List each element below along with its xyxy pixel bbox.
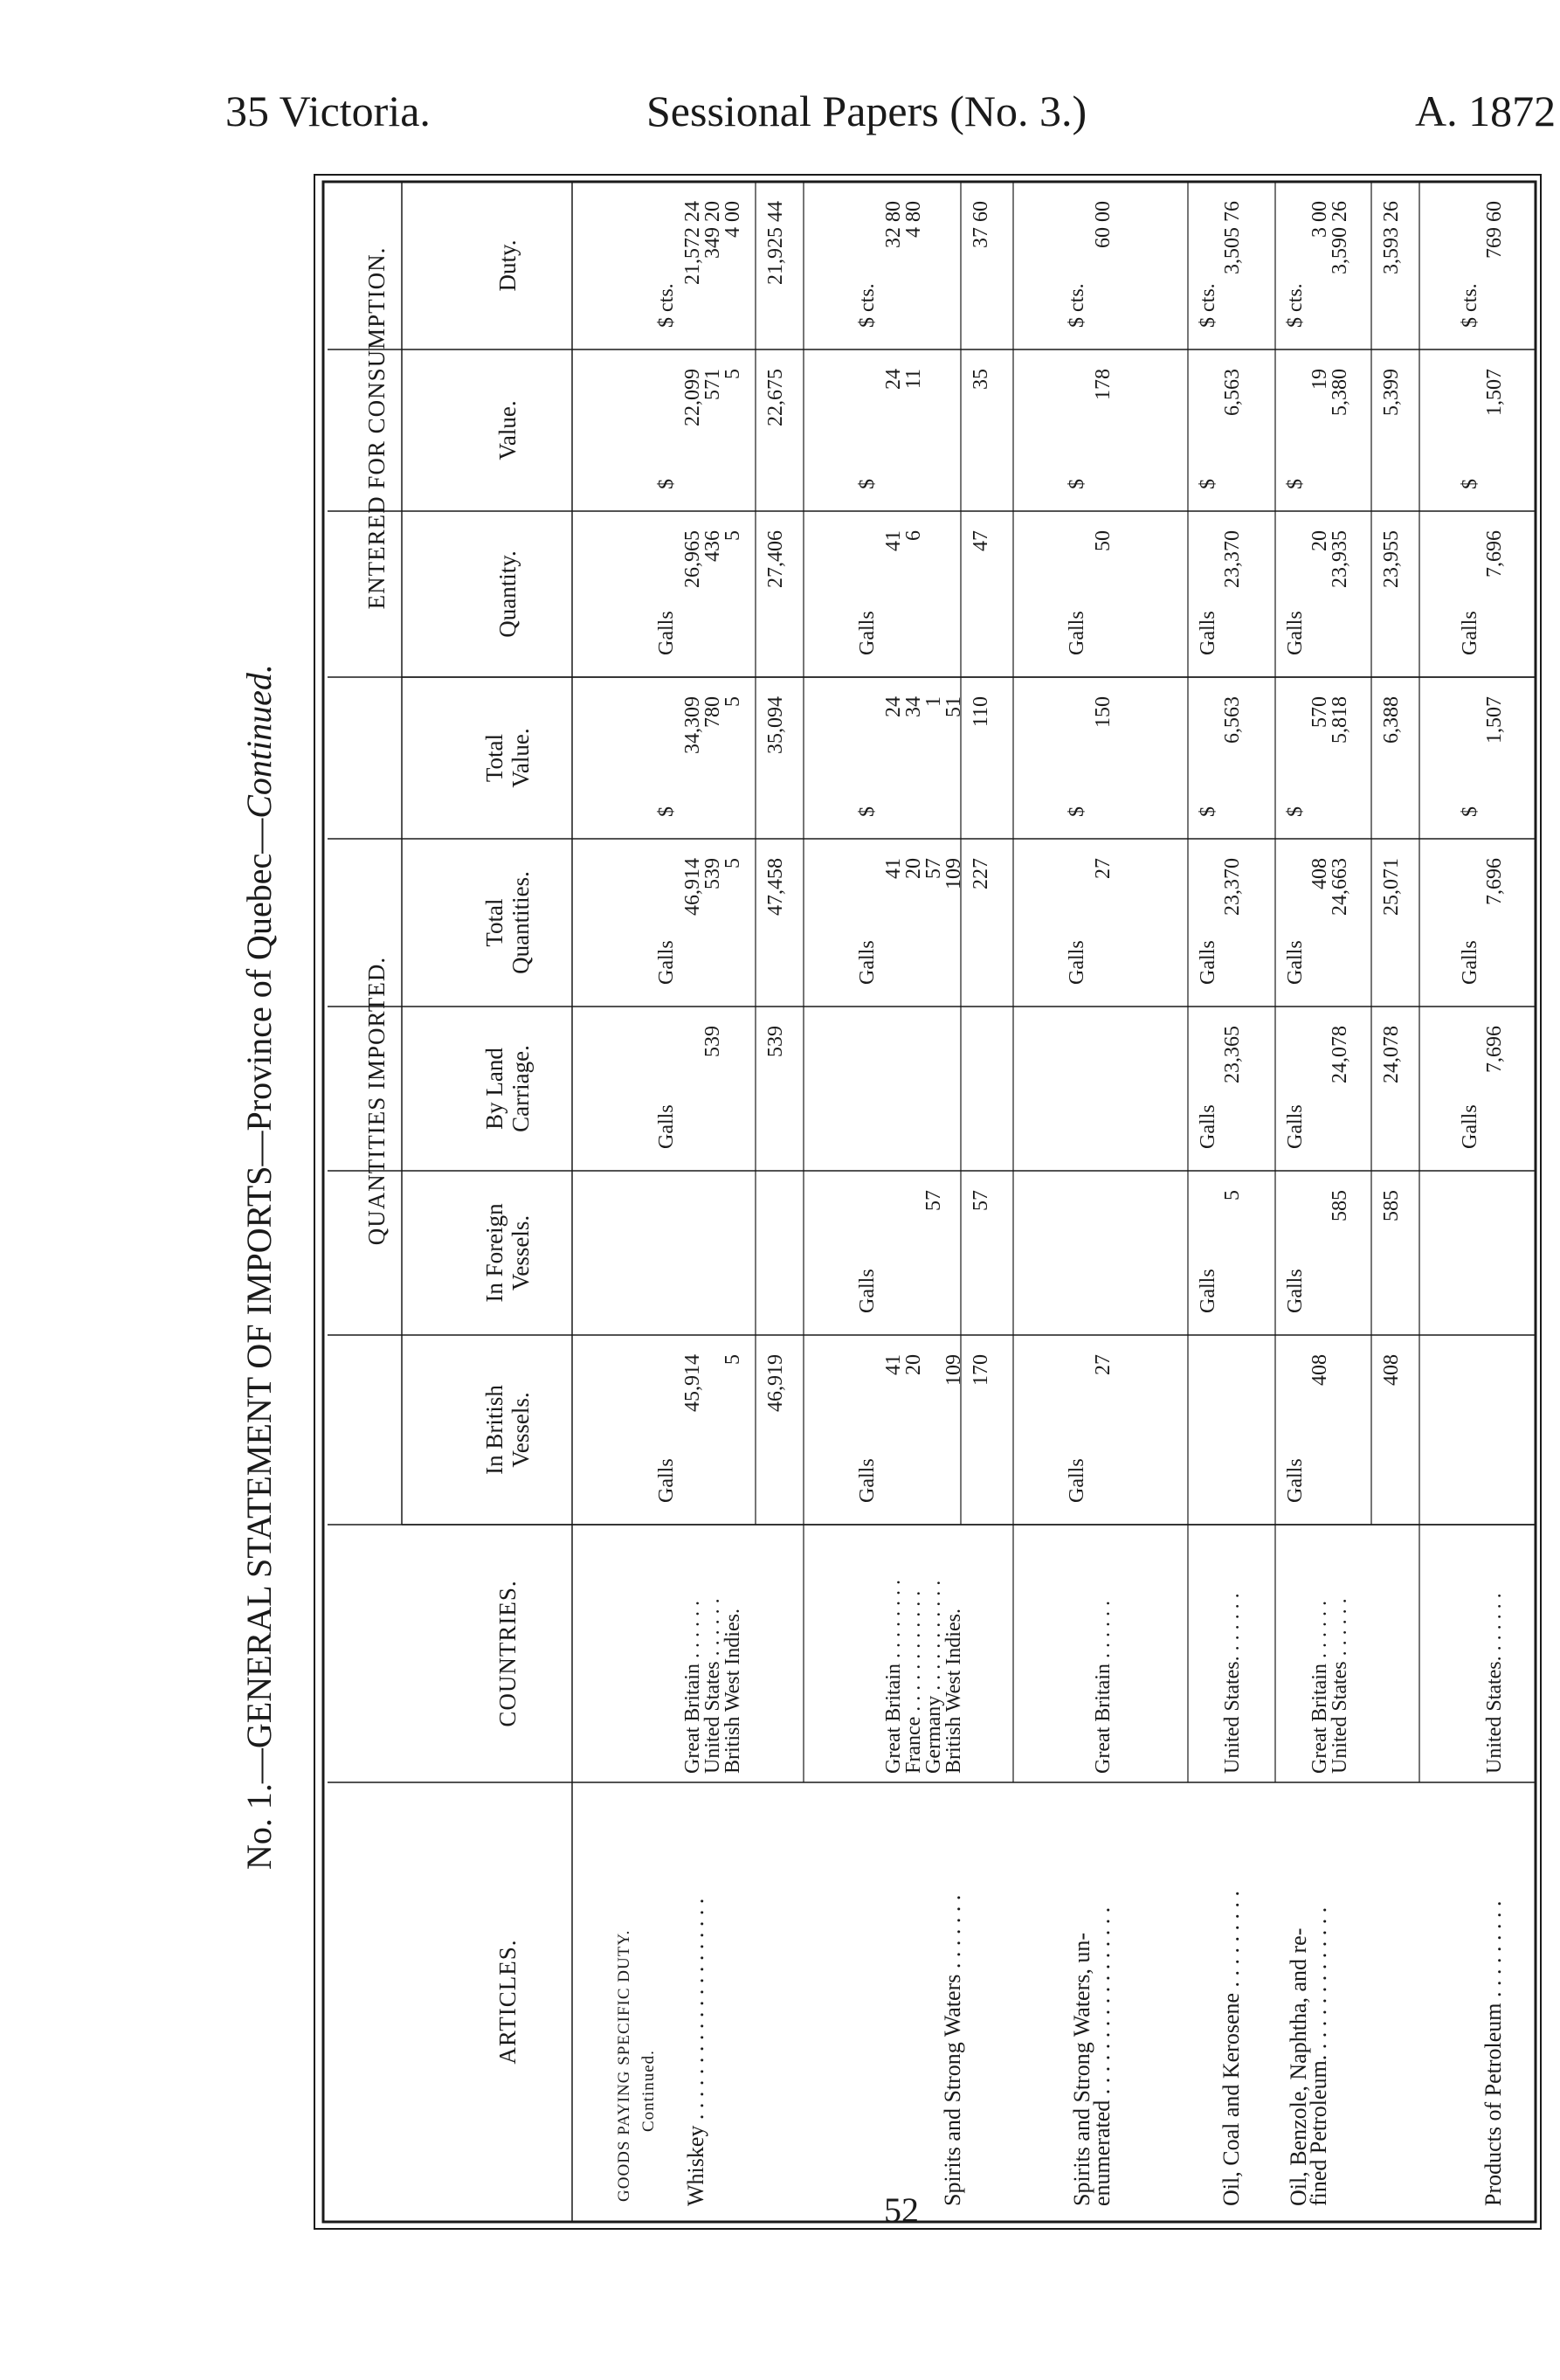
cell-british-1-1: 20 — [902, 1354, 925, 1375]
cell-quantity-2-0: 50 — [1092, 530, 1115, 551]
unit-total_qty-4: Galls — [1284, 940, 1307, 985]
col-header-total_val-line2: Value. — [507, 728, 534, 788]
unit-quantity-0: Galls — [655, 611, 678, 655]
unit-foreign-1: Galls — [856, 1269, 879, 1313]
total-total_val-1: 110 — [970, 696, 992, 728]
cell-total_val-1-1: 34 — [902, 696, 925, 717]
unit-duty-0: $ cts. — [655, 283, 678, 328]
cell-total_qty-4-0: 408 — [1308, 858, 1331, 889]
article-2-line1: enumerated . . . . . . . . . . . . . . . . . — [1089, 1906, 1115, 2206]
cell-total_qty-1-0: 41 — [882, 858, 905, 879]
cell-total_qty-3-0: 23,370 — [1221, 858, 1244, 916]
cell-british-4-0: 408 — [1308, 1354, 1331, 1386]
col-header-total_val-line1: Total — [481, 733, 507, 783]
unit-total_val-1: $ — [856, 806, 879, 817]
cell-quantity-4-1: 23,935 — [1329, 530, 1351, 588]
article-1-line0: Spirits and Strong Waters . . . . . . . — [940, 1894, 965, 2206]
col-header-countries: COUNTRIES. — [494, 1580, 521, 1727]
unit-duty-2: $ cts. — [1066, 283, 1088, 328]
cell-british-0-2: 5 — [721, 1354, 744, 1365]
country-1-0: Great Britain . . . . . . . . — [882, 1580, 905, 1774]
cell-duty-0-2: 4 00 — [721, 201, 744, 238]
cell-duty-0-0: 21,572 24 — [681, 201, 704, 285]
cell-value-4-1: 5,380 — [1329, 369, 1351, 416]
total-total_val-0: 35,094 — [764, 696, 787, 754]
table-title: No. 1.—GENERAL STATEMENT OF IMPORTS—Province of Quebec—Continued. — [239, 664, 279, 1870]
cell-duty-4-0: 3 00 — [1308, 201, 1331, 238]
cell-total_qty-0-0: 46,914 — [681, 858, 704, 916]
country-1-1: France . . . . . . . . . . . . — [902, 1590, 925, 1774]
unit-land-3: Galls — [1197, 1104, 1219, 1149]
country-3-0: United States. . . . . . . — [1221, 1593, 1244, 1774]
unit-duty-3: $ cts. — [1197, 283, 1219, 328]
cell-value-1-1: 11 — [902, 369, 925, 390]
cell-quantity-1-0: 41 — [882, 530, 905, 551]
unit-total_val-2: $ — [1066, 806, 1088, 817]
col-header-value: Value. — [494, 400, 521, 460]
unit-quantity-1: Galls — [856, 611, 879, 655]
total-duty-4: 3,593 26 — [1380, 201, 1403, 274]
country-4-0: Great Britain . . . . . . — [1308, 1601, 1331, 1774]
group-header-imported: QUANTITIES IMPORTED. — [363, 956, 390, 1246]
cell-total_qty-1-3: 109 — [942, 858, 965, 889]
total-duty-1: 37 60 — [970, 201, 992, 248]
country-0-1: United States . . . . . . — [701, 1598, 724, 1774]
total-land-0: 539 — [764, 1026, 787, 1057]
cell-land-5-0: 7,696 — [1483, 1026, 1506, 1073]
unit-value-4: $ — [1284, 479, 1307, 489]
cell-quantity-4-0: 20 — [1308, 530, 1331, 551]
unit-total_val-5: $ — [1459, 806, 1481, 817]
cell-total_qty-5-0: 7,696 — [1483, 858, 1506, 905]
cell-value-3-0: 6,563 — [1221, 369, 1244, 416]
table-content — [363, 201, 1506, 2206]
cell-british-1-0: 41 — [882, 1354, 905, 1375]
unit-quantity-3: Galls — [1197, 611, 1219, 655]
unit-quantity-2: Galls — [1066, 611, 1088, 655]
unit-foreign-4: Galls — [1284, 1269, 1307, 1313]
section-continued: Continued. — [639, 2050, 658, 2132]
cell-duty-4-1: 3,590 26 — [1329, 201, 1351, 274]
cell-foreign-1-2: 57 — [922, 1190, 945, 1211]
unit-duty-4: $ cts. — [1284, 283, 1307, 328]
cell-duty-0-1: 349 20 — [701, 201, 724, 259]
cell-quantity-0-2: 5 — [721, 530, 744, 541]
unit-total_val-3: $ — [1197, 806, 1219, 817]
cell-quantity-0-0: 26,965 — [681, 530, 704, 588]
total-quantity-4: 23,955 — [1380, 530, 1403, 588]
unit-total_qty-5: Galls — [1459, 940, 1481, 985]
article-4-line1: fined Petroleum. . . . . . . . . . . . . . — [1306, 1906, 1331, 2206]
cell-land-0-1: 539 — [701, 1026, 724, 1057]
col-header-total_qty-line1: Total — [481, 898, 507, 947]
unit-british-0: Galls — [655, 1458, 678, 1503]
article-0-line0: Whiskey . . . . . . . . . . . . . . . . . . . . — [683, 1898, 708, 2206]
unit-land-4: Galls — [1284, 1104, 1307, 1149]
header-right: A. 1872 — [1415, 86, 1557, 135]
total-duty-0: 21,925 44 — [764, 201, 787, 285]
cell-value-1-0: 24 — [882, 369, 905, 390]
total-british-4: 408 — [1380, 1354, 1403, 1386]
unit-value-2: $ — [1066, 479, 1088, 489]
cell-land-4-1: 24,078 — [1329, 1026, 1351, 1083]
col-header-foreign-line1: In Foreign — [481, 1203, 507, 1303]
col-header-quantity: Quantity. — [494, 550, 521, 638]
article-5-line0: Products of Petroleum . . . . . . . . . — [1481, 1900, 1506, 2206]
unit-land-5: Galls — [1459, 1104, 1481, 1149]
cell-value-0-1: 571 — [701, 369, 724, 400]
cell-total_val-5-0: 1,507 — [1483, 696, 1506, 744]
header-center: Sessional Papers (No. 3.) — [646, 86, 1087, 135]
unit-british-4: Galls — [1284, 1458, 1307, 1503]
unit-total_qty-3: Galls — [1197, 940, 1219, 985]
cell-total_qty-0-2: 5 — [721, 858, 744, 868]
unit-total_qty-2: Galls — [1066, 940, 1088, 985]
country-2-0: Great Britain . . . . . . — [1092, 1601, 1115, 1774]
cell-duty-1-1: 4 80 — [902, 201, 925, 238]
unit-total_val-0: $ — [655, 806, 678, 817]
unit-value-0: $ — [655, 479, 678, 489]
col-header-land-line1: By Land — [481, 1048, 507, 1130]
cell-total_val-1-0: 24 — [882, 696, 905, 717]
cell-total_val-4-1: 5,818 — [1329, 696, 1351, 744]
country-0-2: British West Indies. — [721, 1609, 744, 1774]
cell-duty-3-0: 3,505 76 — [1221, 201, 1244, 274]
total-total_val-4: 6,388 — [1380, 696, 1403, 744]
cell-foreign-3-0: 5 — [1221, 1190, 1244, 1200]
unit-value-1: $ — [856, 479, 879, 489]
unit-total_qty-1: Galls — [856, 940, 879, 985]
col-header-british-line1: In British — [481, 1385, 507, 1475]
total-total_qty-1: 227 — [970, 858, 992, 889]
cell-duty-1-0: 32 80 — [882, 201, 905, 248]
cell-total_val-0-1: 780 — [701, 696, 724, 728]
unit-duty-1: $ cts. — [856, 283, 879, 328]
country-5-0: United States. . . . . . . — [1483, 1593, 1506, 1774]
article-2-line0: Spirits and Strong Waters, un- — [1069, 1932, 1094, 2206]
col-header-land-line2: Carriage. — [507, 1045, 534, 1132]
cell-value-5-0: 1,507 — [1483, 369, 1506, 416]
group-header-consumption: ENTERED FOR CONSUMPTION. — [363, 246, 390, 610]
col-header-foreign-line2: Vessels. — [507, 1214, 534, 1291]
cell-quantity-3-0: 23,370 — [1221, 530, 1244, 588]
unit-quantity-5: Galls — [1459, 611, 1481, 655]
cell-quantity-5-0: 7,696 — [1483, 530, 1506, 578]
unit-british-1: Galls — [856, 1458, 879, 1503]
col-header-total_qty-line2: Quantities. — [507, 871, 534, 974]
unit-land-0: Galls — [655, 1104, 678, 1149]
page-number: 52 — [884, 2190, 919, 2230]
cell-total_val-2-0: 150 — [1092, 696, 1115, 728]
total-value-0: 22,675 — [764, 369, 787, 426]
cell-total_val-3-0: 6,563 — [1221, 696, 1244, 744]
total-british-1: 170 — [970, 1354, 992, 1386]
cell-duty-2-0: 60 00 — [1092, 201, 1115, 248]
total-british-0: 46,919 — [764, 1354, 787, 1412]
total-foreign-4: 585 — [1380, 1190, 1403, 1221]
cell-land-3-0: 23,365 — [1221, 1026, 1244, 1083]
article-3-line0: Oil, Coal and Kerosene . . . . . . . . . — [1218, 1890, 1244, 2206]
unit-total_qty-0: Galls — [655, 940, 678, 985]
total-value-4: 5,399 — [1380, 369, 1403, 416]
total-total_qty-0: 47,458 — [764, 858, 787, 916]
cell-total_qty-1-2: 57 — [922, 858, 945, 879]
cell-total_val-0-0: 34,309 — [681, 696, 704, 754]
cell-british-0-0: 45,914 — [681, 1354, 704, 1412]
col-header-british-line2: Vessels. — [507, 1392, 534, 1468]
cell-british-1-3: 109 — [942, 1354, 965, 1386]
cell-total_qty-2-0: 27 — [1092, 858, 1115, 879]
cell-value-2-0: 178 — [1092, 369, 1115, 400]
unit-value-3: $ — [1197, 479, 1219, 489]
total-quantity-1: 47 — [970, 530, 992, 551]
total-foreign-1: 57 — [970, 1190, 992, 1211]
country-4-1: United States . . . . . . — [1329, 1598, 1351, 1774]
cell-quantity-1-1: 6 — [902, 530, 925, 541]
total-total_qty-4: 25,071 — [1380, 858, 1403, 916]
total-value-1: 35 — [970, 369, 992, 390]
country-1-2: Germany . . . . . . . . . . . — [922, 1580, 945, 1774]
country-1-3: British West Indies. — [942, 1609, 965, 1774]
cell-total_qty-0-1: 539 — [701, 858, 724, 889]
unit-total_val-4: $ — [1284, 806, 1307, 817]
country-0-0: Great Britain . . . . . . — [681, 1601, 704, 1774]
section-title: GOODS PAYING SPECIFIC DUTY. — [615, 1929, 633, 2202]
unit-value-5: $ — [1459, 479, 1481, 489]
col-header-articles: ARTICLES. — [494, 1939, 521, 2065]
article-4-line0: Oil, Benzole, Naphtha, and re- — [1286, 1927, 1311, 2206]
cell-total_qty-4-1: 24,663 — [1329, 858, 1351, 916]
cell-total_val-0-2: 5 — [721, 696, 744, 707]
cell-value-0-0: 22,099 — [681, 369, 704, 426]
col-header-duty: Duty. — [494, 239, 521, 292]
total-quantity-0: 27,406 — [764, 530, 787, 588]
cell-duty-5-0: 769 60 — [1483, 201, 1506, 259]
cell-value-0-2: 5 — [721, 369, 744, 379]
unit-british-2: Galls — [1066, 1458, 1088, 1503]
unit-quantity-4: Galls — [1284, 611, 1307, 655]
header-left: 35 Victoria. — [225, 86, 431, 135]
unit-foreign-3: Galls — [1197, 1269, 1219, 1313]
cell-total_qty-1-1: 20 — [902, 858, 925, 879]
cell-total_val-4-0: 570 — [1308, 696, 1331, 728]
cell-total_val-1-2: 1 — [922, 696, 945, 707]
cell-total_val-1-3: 51 — [942, 696, 965, 717]
cell-value-4-0: 19 — [1308, 369, 1331, 390]
cell-foreign-4-1: 585 — [1329, 1190, 1351, 1221]
unit-duty-5: $ cts. — [1459, 283, 1481, 328]
cell-british-2-0: 27 — [1092, 1354, 1115, 1375]
cell-quantity-0-1: 436 — [701, 530, 724, 562]
total-land-4: 24,078 — [1380, 1026, 1403, 1083]
